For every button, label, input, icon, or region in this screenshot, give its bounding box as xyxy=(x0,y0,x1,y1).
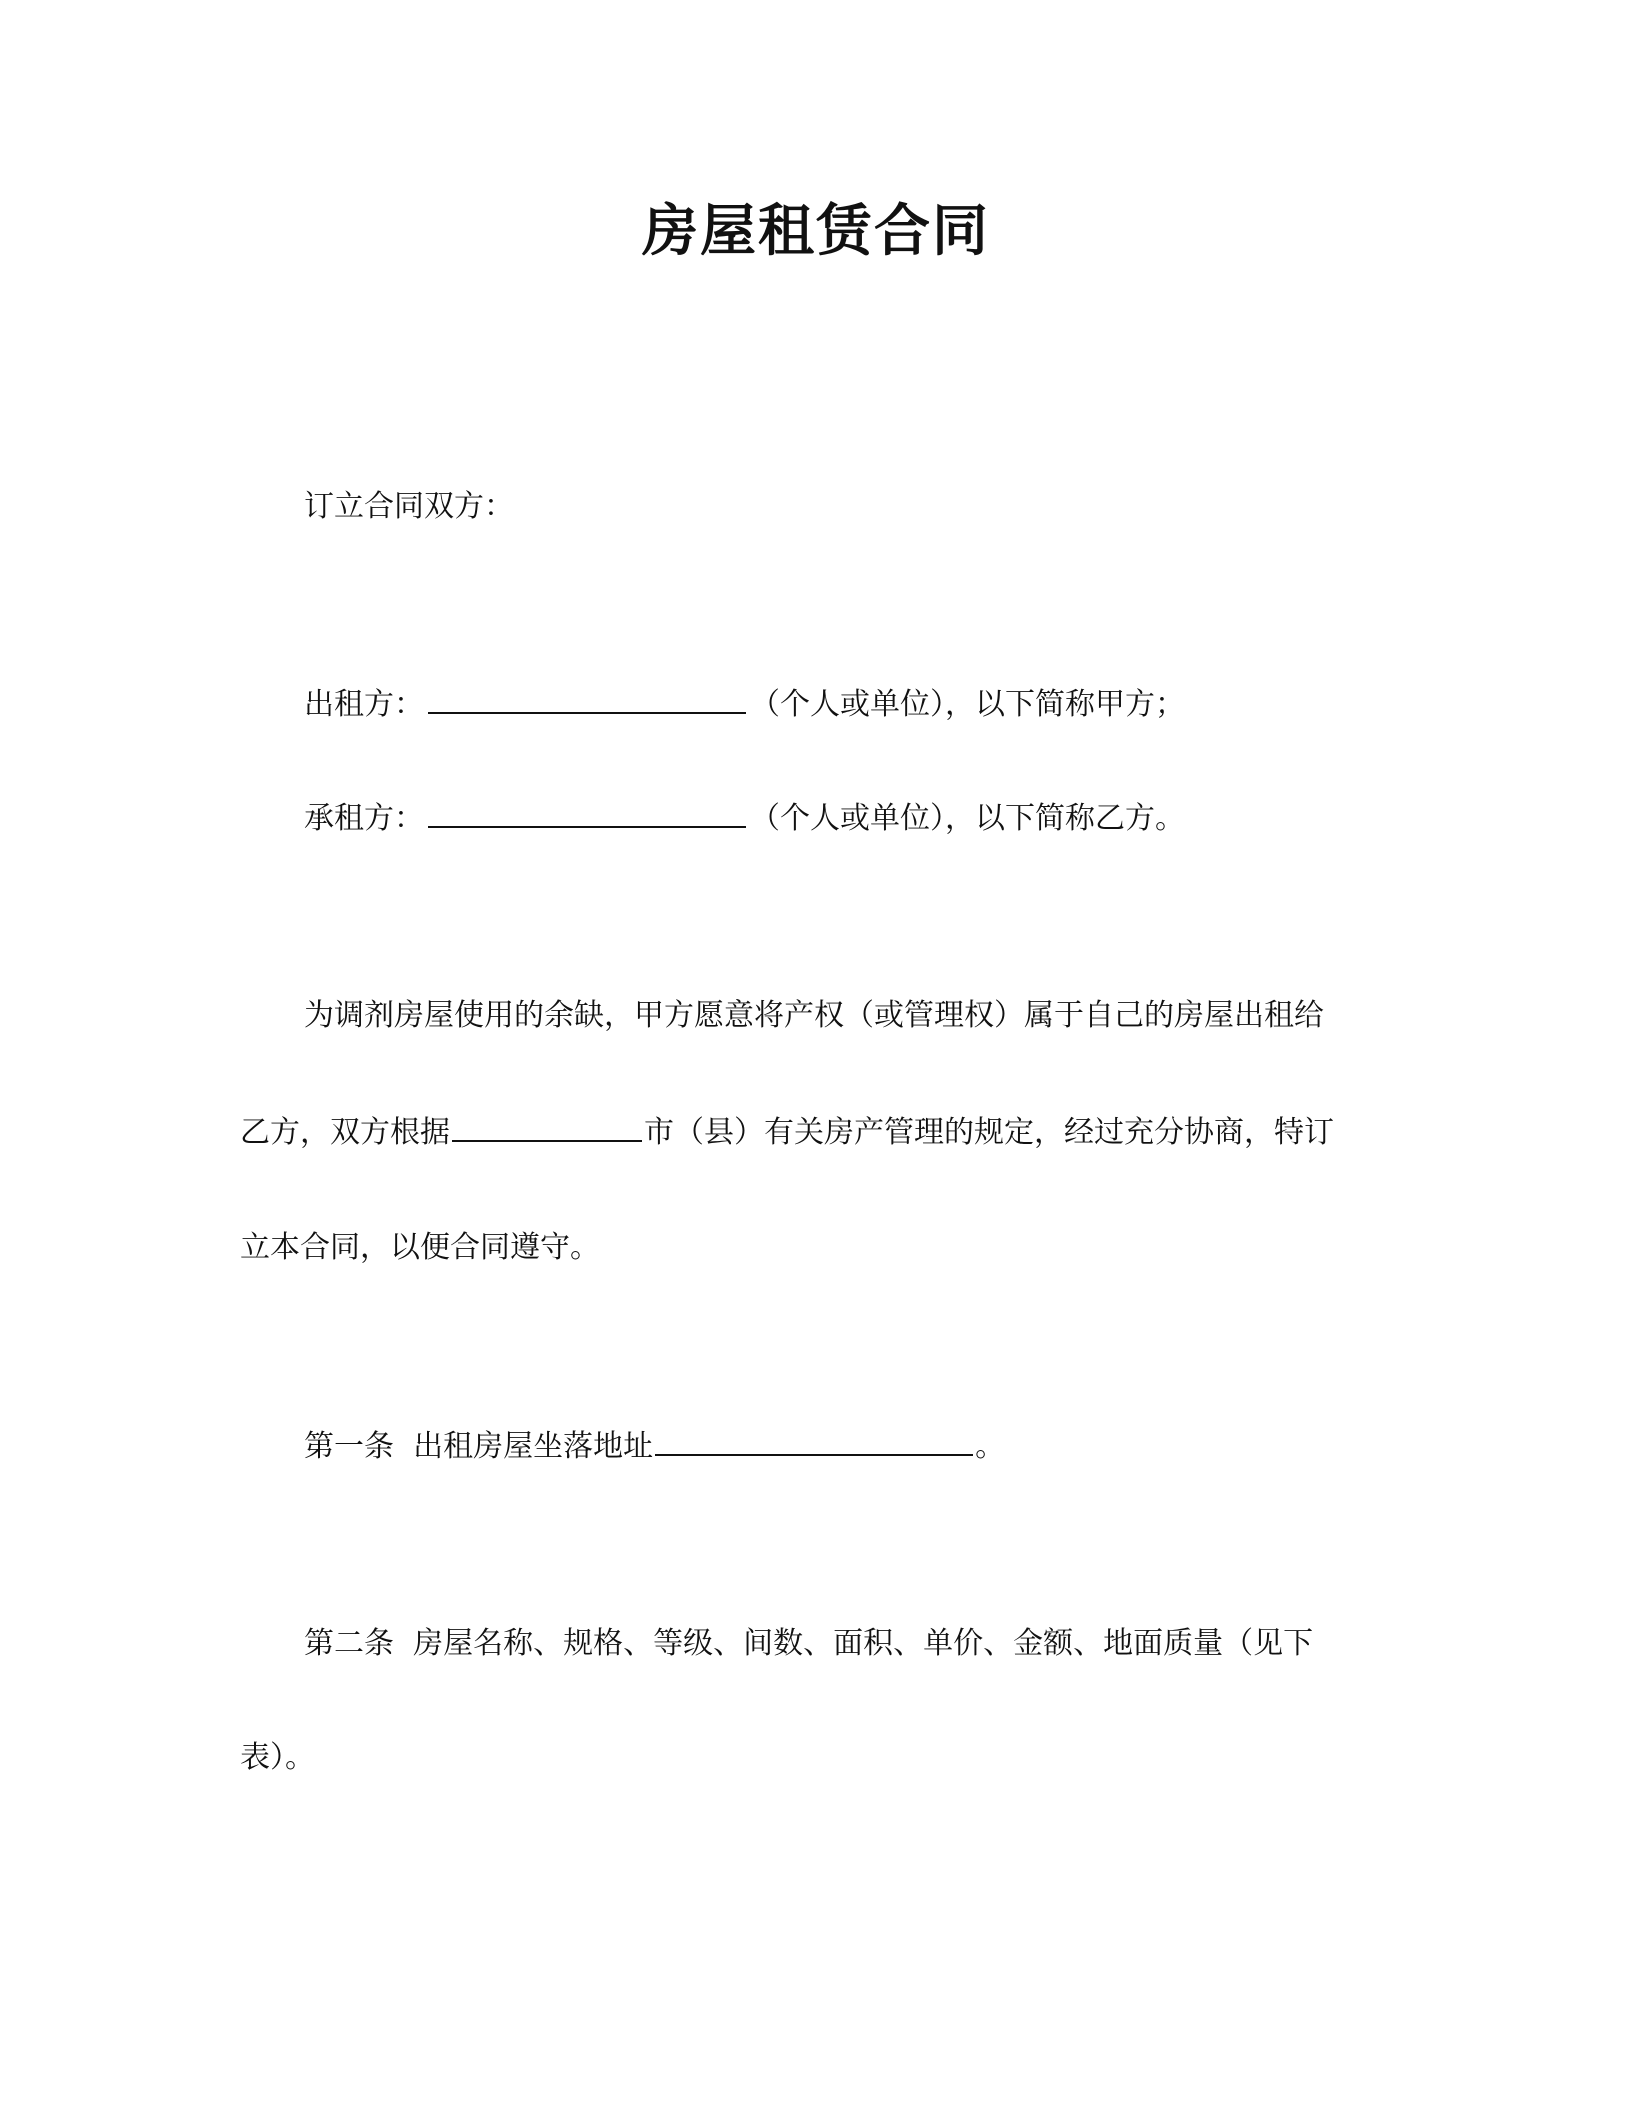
preamble-line-1: 为调剂房屋使用的余缺，甲方愿意将产权（或管理权）属于自己的房屋出租给 xyxy=(304,998,1324,1033)
lessee-line xyxy=(304,796,1185,841)
lessor-suffix: （个人或单位），以下简称甲方； xyxy=(750,687,1185,722)
article-1-text: 第一条 出租房屋坐落地址 xyxy=(304,1429,654,1464)
preamble-line-3: 立本合同，以便合同遵守。 xyxy=(240,1230,600,1265)
contract-title: 房屋租赁合同 xyxy=(642,199,990,264)
article-1-end: 。 xyxy=(975,1429,1006,1464)
lessee-suffix: （个人或单位），以下简称乙方。 xyxy=(750,801,1185,836)
city-field[interactable] xyxy=(452,1110,642,1142)
preamble-line-2-suffix: 市（县）有关房产管理的规定，经过充分协商，特订 xyxy=(644,1115,1334,1150)
lessor-name-field[interactable] xyxy=(428,682,746,714)
article-2-line-2: 表）。 xyxy=(240,1740,315,1775)
parties-heading: 订立合同双方： xyxy=(304,489,514,524)
preamble-line-2 xyxy=(240,1110,1334,1155)
article-2-line-1: 第二条 房屋名称、规格、等级、间数、面积、单价、金额、地面质量（见下 xyxy=(304,1626,1314,1661)
article-1 xyxy=(304,1424,1005,1469)
preamble-line-2-prefix: 乙方，双方根据 xyxy=(240,1115,450,1150)
lessor-label: 出租方： xyxy=(304,687,424,722)
lessor-line xyxy=(304,682,1185,727)
address-field[interactable] xyxy=(655,1424,973,1456)
lessee-label: 承租方： xyxy=(304,801,424,836)
lessee-name-field[interactable] xyxy=(428,796,746,828)
